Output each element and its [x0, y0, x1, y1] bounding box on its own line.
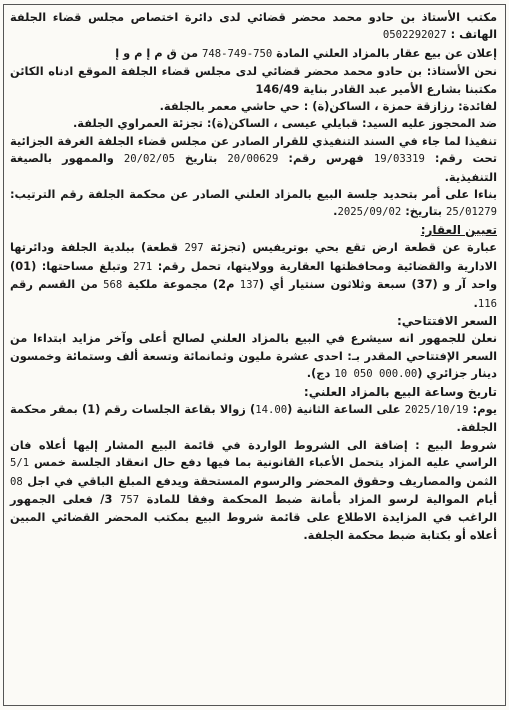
sale-day-label: يوم:	[472, 401, 497, 416]
execution-text-b: فهرس رقم:	[288, 151, 364, 166]
property-text-b: قطعة) ببلدية الجلفة ودائرتها الادارية والقضائية ومحافظتها العقارية وولايتها، تحمل رقم:	[10, 240, 497, 273]
opening-price-currency: دج	[316, 366, 331, 381]
sale-venue: زوالا بقاعة الجلسات رقم (1) بمقر محكمة الجلفة.	[10, 401, 497, 435]
property-text-e: من القسم رقم	[10, 277, 98, 292]
order-text-b: بتاريخ:	[405, 204, 442, 219]
announcement-line	[10, 45, 497, 63]
announcement-articles: 748-749-750	[202, 47, 273, 60]
opening-price-text: نعلن للجمهور انه سيشرع في البيع بالمزاد العلني لصالح أعلى وآخر مزايد ابتداءا من السعر الإفتتاحي المقدر بـ: احدى عشرة مليون وثمانمائة وتسعة ألف وستمائة وخمسون دينار جزائري	[10, 331, 497, 381]
conditions-days: 08	[10, 475, 23, 488]
order-text-a: بناءا على أمر بتحديد جلسة البيع بالمزاد العلني الصادر عن محكمة الجلفة رقم الترتيب:	[10, 187, 497, 202]
execution-index-number: 20/00629	[227, 153, 279, 166]
conditions-text-b: الثمن والمصاريف وحقوق المحضر والرسوم المستحقة ويدفع المبلغ الباقي في اجل	[27, 473, 497, 488]
property-text-d: م2) مجموعة ملكية	[127, 277, 235, 292]
conditions-text-c: أيام الموالية لرسو المزاد بأمانة ضبط المحكمة وفقا للمادة	[146, 491, 498, 506]
opening-price-paragraph: نعلن للجمهور انه سيشرع في البيع بالمزاد العلني لصالح أعلى وآخر مزايد ابتداءا من السعر الإفتتاحي المقدر بـ: احدى عشرة مليون وثمانمائة وتسعة ألف وستمائة وخمسون دينار جزائري (10 050 000.00 دج).	[10, 331, 497, 381]
conditions-text-d: 3/ فعلى الجمهور الراغب في المزايدة الاطلاع على قائمة شروط البيع بمكتب المحضر القضائي المبين أعلاه أو بكتابة ضبط محكمة الجلفة.	[10, 491, 497, 542]
property-paragraph: عبارة عن قطعة ارض تقع بحي بوتريفيس (تجزئة 297 قطعة) ببلدية الجلفة ودائرتها الادارية والقضائية ومحافظتها العقارية وولايتها، تحمل رقم: 271 وتبلغ مساحتها: (01) واحد آر و (37) سبعة وثلاثون سنتيار أي (137 م2) مجموعة ملكية 568 من القسم رقم 116.	[10, 240, 498, 310]
conditions-fifth: 5/1	[10, 457, 30, 470]
conditions-text-a: شروط البيع : إضافة الى الشروط الواردة في قائمة البيع المشار إليها أعلاه فان الراسي عليه المزاد يتحمل الأعباء القانونية بما فيها دفع حال انعقاد الجلسة خمس	[10, 437, 497, 470]
execution-text-c: بتاريخ	[185, 151, 218, 166]
sale-time-label: على الساعة الثانية	[296, 401, 401, 416]
execution-date: 20/02/05	[123, 153, 175, 166]
bailiff-paragraph: نحن الأستاذ: بن حادو محمد محضر قضائي لدى مجلس قضاء الجلفة الموقع ادناه الكائن مكتبنا بشارع الأمير عبد القادر بناية 146/49	[10, 64, 497, 96]
property-section: 116	[477, 297, 497, 310]
order-date: 2025/09/02	[337, 206, 402, 219]
execution-case-number: 19/03319	[373, 153, 425, 166]
property-parcel: 271	[133, 260, 153, 273]
opening-price-amount: 10 050 000.00	[334, 368, 418, 381]
property-text-c: وتبلغ مساحتها: (01) واحد آر و (37) سبعة وثلاثون سنتيار أي	[10, 258, 498, 292]
conditions-article: 757	[119, 493, 140, 506]
property-lots: 297	[184, 242, 204, 255]
property-area: 137	[239, 279, 259, 292]
sale-datetime-paragraph: يوم: 2025/10/19 على الساعة الثانية (14.00) زوالا بقاعة الجلسات رقم (1) بمقر محكمة الجلفة.	[10, 401, 497, 435]
office-title: مكتب الأستاذ بن حادو محمد محضر قضائي لدى دائرة اختصاص مجلس قضاء الجلفة	[10, 10, 497, 24]
phone-label: الهاتف :	[450, 27, 497, 42]
execution-text-a: تنفيذا لما جاء في السند التنفيذي للقرار الصادر عن مجلس قضاء الجلفة الغرفة الجزائية تحت رقم:	[10, 133, 498, 166]
order-paragraph: بناءا على أمر بتحديد جلسة البيع بالمزاد العلني الصادر عن محكمة الجلفة رقم الترتيب: 25/01279 بتاريخ: 2025/09/02.	[10, 187, 497, 219]
property-heading: تعيين العقار:	[420, 222, 497, 237]
property-group: 568	[103, 279, 123, 292]
sale-date: 2025/10/19	[404, 403, 469, 416]
for-party: لفائدة: رزازقة حمزة ، الساكن(ة) : حي حاشي معمر بالجلفة.	[159, 99, 497, 114]
order-ref: 25/01279	[445, 206, 497, 219]
execution-paragraph	[10, 133, 497, 186]
auction-notice	[3, 4, 506, 706]
opening-price-heading: السعر الافتتاحي:	[396, 313, 497, 328]
announcement-law: من ق م إ م و إ	[115, 45, 199, 60]
sale-time: 14.00	[255, 403, 288, 416]
property-text-a: عبارة عن قطعة ارض تقع بحي بوتريفيس (تجزئة	[210, 240, 497, 255]
announcement-text: إعلان عن بيع عقار بالمزاد العلني المادة	[276, 45, 497, 60]
execution-text-d: والممهور بالصيغة التنفيذية.	[10, 151, 497, 184]
conditions-paragraph	[10, 437, 497, 544]
phone-number: 0502292027	[382, 29, 447, 42]
sale-datetime-heading: تاريخ وساعة البيع بالمزاد العلني:	[303, 384, 497, 399]
office-header	[10, 9, 497, 45]
against-party: ضد المحجوز عليه السيد: قبايلي عيسى ، الساكن(ة): تجزئة العمراوي الجلفة.	[72, 116, 497, 131]
